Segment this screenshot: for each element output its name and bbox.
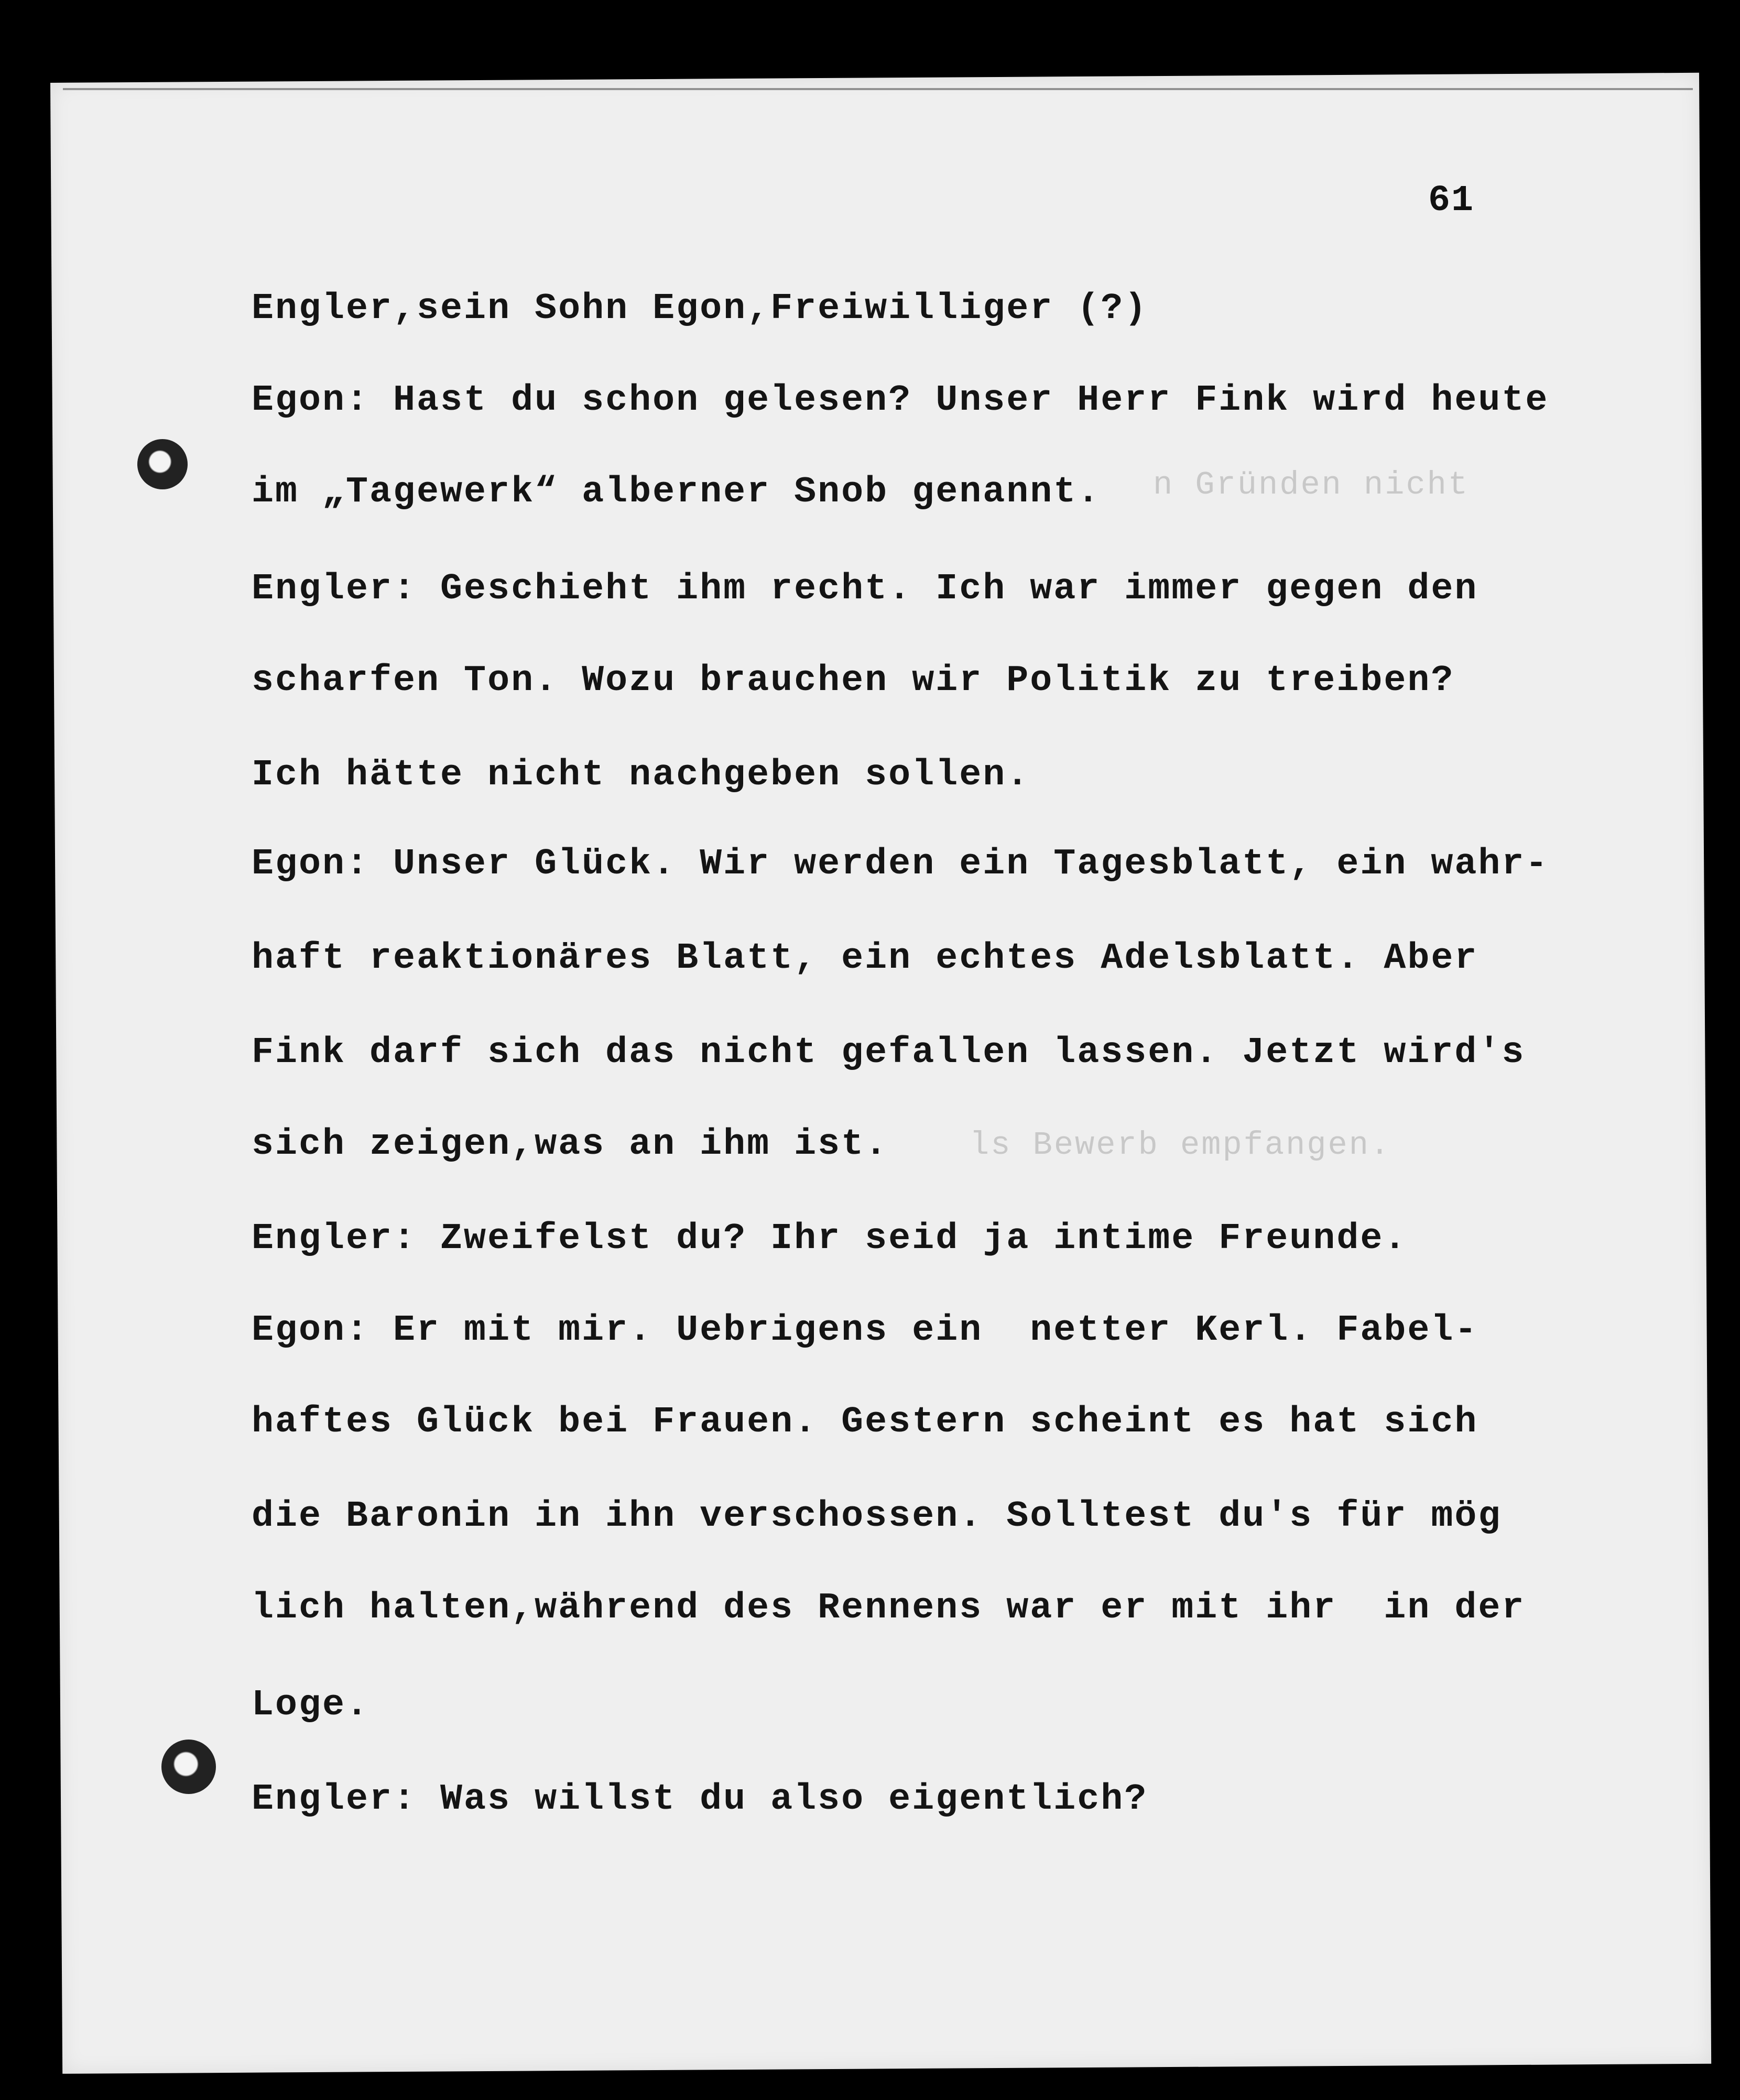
text-line: Fink darf sich das nicht gefallen lassen. Jetzt wird's: [252, 1032, 1526, 1074]
text-line: scharfen Ton. Wozu brauchen wir Politik zu treiben?: [252, 660, 1455, 702]
punch-hole-bottom: [161, 1740, 216, 1794]
text-line: Ich hätte nicht nachgeben sollen.: [252, 754, 1030, 796]
punch-hole-top: [137, 439, 188, 489]
text-line: Egon: Hast du schon gelesen? Unser Herr Fink wird heute: [252, 380, 1549, 421]
bleed-through-text: n Gründen nicht: [1153, 466, 1470, 504]
text-line: Engler: Zweifelst du? Ihr seid ja intime Freunde.: [252, 1218, 1408, 1260]
text-line: Loge.: [252, 1685, 370, 1726]
text-line-scene-heading: Engler,sein Sohn Egon,Freiwilliger (?): [252, 288, 1148, 330]
text-line: Engler: Geschieht ihm recht. Ich war immer gegen den: [252, 568, 1478, 610]
text-line: im „Tagewerk“ alberner Snob genannt.: [252, 472, 1101, 513]
text-line: die Baronin in ihn verschossen. Solltest du's für mög: [252, 1496, 1502, 1537]
text-line: haft reaktionäres Blatt, ein echtes Adelsblatt. Aber: [252, 938, 1478, 979]
page-top-edge: [63, 88, 1693, 90]
bleed-through-text: ls Bewerb empfangen.: [970, 1126, 1391, 1164]
text-line: Egon: Er mit mir. Uebrigens ein netter Kerl. Fabel-: [252, 1310, 1478, 1351]
text-line: haftes Glück bei Frauen. Gestern scheint es hat sich: [252, 1402, 1478, 1443]
text-line: Engler: Was willst du also eigentlich?: [252, 1779, 1148, 1820]
text-line: lich halten,während des Rennens war er mit ihr in der: [252, 1588, 1526, 1629]
text-line: sich zeigen,was an ihm ist.: [252, 1124, 889, 1165]
text-line: Egon: Unser Glück. Wir werden ein Tagesblatt, ein wahr-: [252, 844, 1549, 885]
page-number: 61: [1428, 180, 1475, 222]
